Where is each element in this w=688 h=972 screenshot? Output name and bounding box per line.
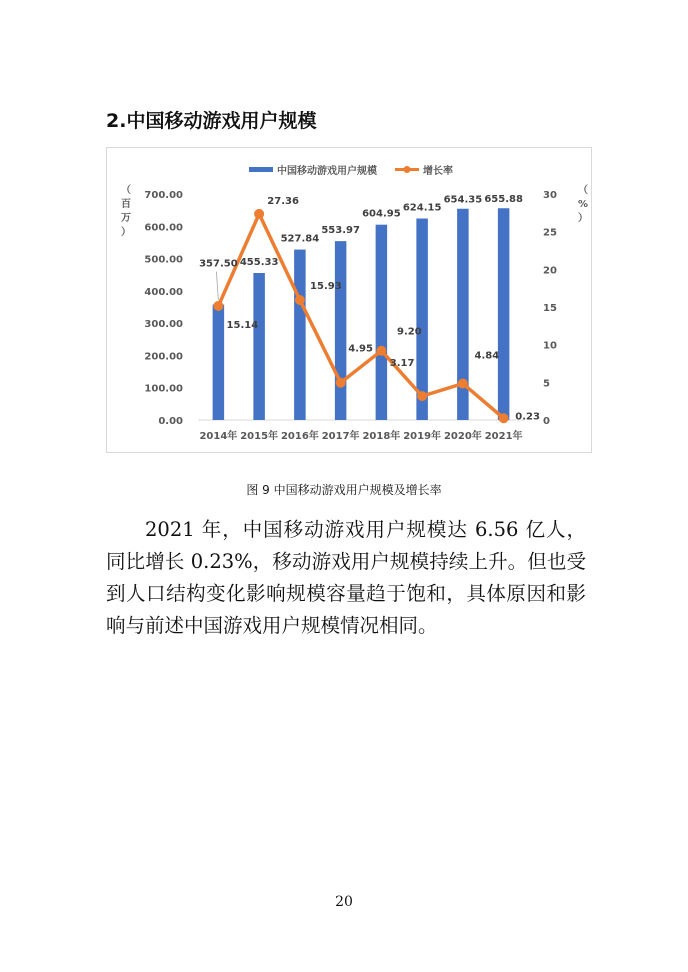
legend-label-bar: 中国移动游戏用户规模 xyxy=(277,166,377,177)
bar xyxy=(335,241,347,420)
left-axis-unit-char: （ xyxy=(121,185,131,196)
line-data-label: 3.17 xyxy=(389,358,415,370)
line-point xyxy=(417,391,427,401)
x-axis-tick: 2014年 xyxy=(199,431,238,442)
x-axis-tick: 2019年 xyxy=(403,431,442,442)
bar xyxy=(253,273,265,420)
left-axis-unit-char: ） xyxy=(121,227,131,238)
line-point xyxy=(376,346,386,356)
right-axis-unit-char: % xyxy=(577,199,589,210)
page-number: 20 xyxy=(335,894,353,910)
bar-data-label: 654.35 xyxy=(443,194,483,206)
bar-data-label: 527.84 xyxy=(280,233,320,245)
line-point xyxy=(295,295,305,305)
left-axis-tick: 600.00 xyxy=(144,222,183,234)
right-axis-tick: 0 xyxy=(543,416,550,427)
left-axis-tick: 400.00 xyxy=(144,286,183,298)
bar-data-label: 455.33 xyxy=(239,256,279,268)
left-axis-tick: 200.00 xyxy=(144,351,183,363)
right-axis-tick: 20 xyxy=(543,265,557,277)
left-axis-tick: 700.00 xyxy=(144,190,183,201)
right-axis-tick: 15 xyxy=(543,303,557,314)
line-data-label: 0.23 xyxy=(515,411,540,423)
bar-data-label: 357.50 xyxy=(199,258,238,270)
bar xyxy=(376,225,388,420)
bar-data-label: 655.88 xyxy=(484,194,523,206)
line-data-label: 4.84 xyxy=(474,350,500,362)
left-axis-tick: 100.00 xyxy=(144,383,183,395)
bar-data-label: 604.95 xyxy=(362,208,401,220)
legend-bar-swatch xyxy=(249,167,273,172)
bar-data-label: 553.97 xyxy=(321,225,360,237)
bar-data-label: 624.15 xyxy=(402,202,442,214)
left-axis-unit-char: 万 xyxy=(121,213,131,224)
x-axis-tick: 2016年 xyxy=(280,431,319,442)
left-axis-unit-char: 百 xyxy=(121,199,131,210)
right-axis-tick: 30 xyxy=(543,190,557,201)
chart-container xyxy=(106,147,592,453)
line-data-label: 15.93 xyxy=(310,280,342,292)
section-heading: 2.中国移动游戏用户规模 xyxy=(106,110,317,132)
bar xyxy=(213,305,225,420)
line-point xyxy=(458,379,468,389)
body-paragraph: 2021 年，中国移动游戏用户规模达 6.56 亿人，同比增长 0.23%，移动游戏用户规模持续上升。但也受到人口结构变化影响规模容量趋于饱和，具体原因和影响与前述中国游戏用户规模情况相同。 xyxy=(106,518,586,637)
line-data-label: 4.95 xyxy=(348,343,373,355)
legend-line-marker xyxy=(404,166,411,173)
line-point xyxy=(499,413,509,423)
line-point xyxy=(213,301,223,311)
right-axis-unit-char: （ xyxy=(578,185,588,196)
bar xyxy=(294,250,306,420)
figure-caption: 图 9 中国移动游戏用户规模及增长率 xyxy=(246,483,442,497)
right-axis-tick: 25 xyxy=(543,227,557,239)
bar xyxy=(498,208,510,420)
line-point xyxy=(336,378,346,388)
legend-label-line: 增长率 xyxy=(423,166,453,177)
x-axis-tick: 2020年 xyxy=(443,431,482,442)
line-point xyxy=(254,209,264,219)
right-axis-tick: 5 xyxy=(543,378,550,390)
label-leader-line xyxy=(216,272,218,300)
x-axis-tick: 2015年 xyxy=(240,431,279,442)
right-axis-unit-char: ） xyxy=(578,213,588,224)
left-axis-tick: 500.00 xyxy=(144,254,183,266)
line-data-label: 15.14 xyxy=(226,319,259,331)
left-axis-tick: 0.00 xyxy=(158,416,183,427)
right-axis-tick: 10 xyxy=(543,340,557,352)
line-data-label: 27.36 xyxy=(267,195,299,207)
combo-chart xyxy=(107,148,593,454)
line-data-label: 9.20 xyxy=(397,326,422,338)
x-axis-tick: 2017年 xyxy=(321,431,360,442)
left-axis-tick: 300.00 xyxy=(144,319,183,331)
x-axis-tick: 2018年 xyxy=(362,431,401,442)
x-axis-tick: 2021年 xyxy=(484,431,523,442)
